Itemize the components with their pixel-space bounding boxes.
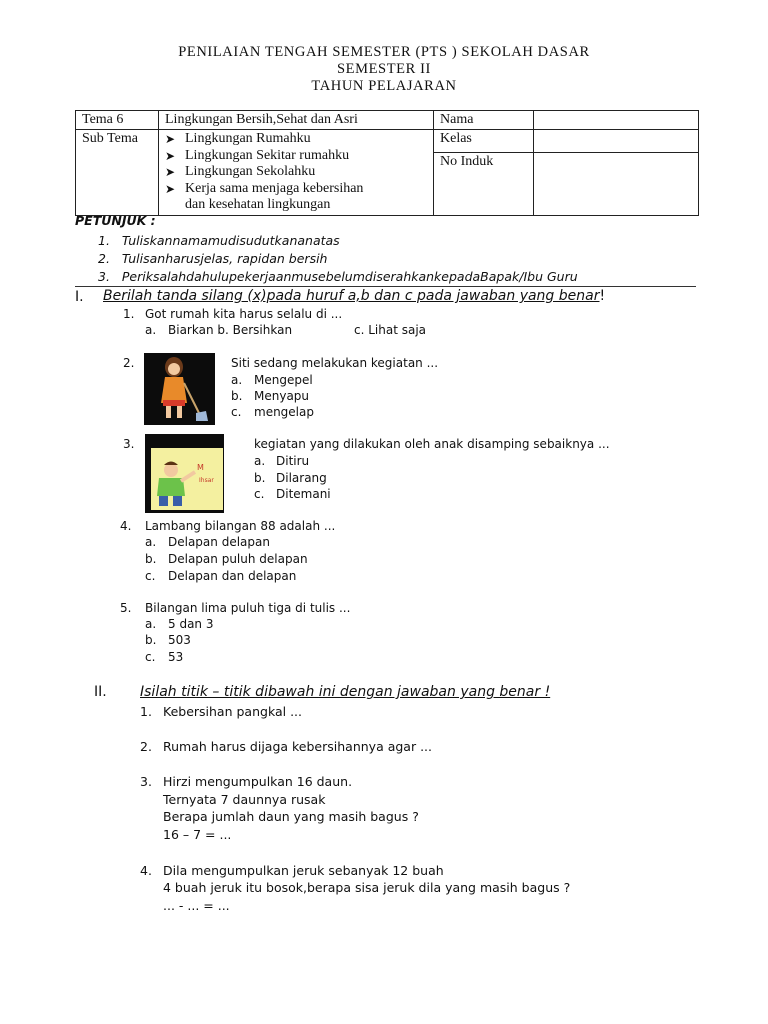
option-text: 503: [168, 633, 191, 647]
question-text: Got rumah kita harus selalu di ...: [145, 307, 343, 321]
option-label: b.: [145, 633, 157, 647]
question-text: Bilangan lima puluh tiga di tulis ...: [145, 601, 351, 615]
subtema-item: ➤ Lingkungan Sekolahku: [165, 164, 316, 179]
info-table: [75, 110, 699, 216]
question-text: Hirzi mengumpulkan 16 daun.: [163, 774, 353, 789]
arrow-bullet-icon: ➤: [165, 181, 176, 196]
arrow-bullet-icon: ➤: [165, 165, 176, 179]
option-label: a.: [254, 454, 266, 468]
petunjuk-item: 1. Tuliskannamamudisudutkananatas: [98, 233, 340, 248]
option-label: a.: [231, 373, 243, 387]
nama-label: Nama: [434, 111, 534, 130]
girl-sweeping-icon: [144, 353, 215, 425]
option-label: b.: [145, 552, 157, 566]
option-text: Ditiru: [276, 454, 310, 468]
boy-writing-icon: [145, 434, 224, 513]
kelas-field[interactable]: [534, 130, 699, 153]
girl-sweeping-image: [144, 353, 215, 425]
question-number: 1.: [140, 704, 152, 719]
svg-text:M: M: [197, 463, 204, 472]
petunjuk-item: 2. Tulisanharusjelas, rapidan bersih: [98, 251, 328, 266]
nama-field[interactable]: [534, 111, 699, 130]
option-label: a.: [145, 617, 157, 631]
tema-label: Tema 6: [76, 111, 159, 130]
noinduk-label: No Induk: [434, 152, 534, 215]
option-text: 53: [168, 650, 184, 664]
question-number: 3.: [123, 437, 135, 451]
exam-semester: SEMESTER II: [336, 61, 431, 77]
petunjuk-title: PETUNJUK :: [75, 213, 156, 228]
option-label: c.: [231, 405, 242, 419]
option-text: Delapan delapan: [168, 535, 270, 549]
option-label: c.: [254, 487, 265, 501]
option-label: a.: [145, 535, 157, 549]
question-text: Kebersihan pangkal ...: [163, 704, 302, 719]
question-text: 16 – 7 = ...: [163, 827, 232, 842]
question-text: Ternyata 7 daunnya rusak: [163, 792, 326, 807]
question-number: 5.: [120, 601, 132, 615]
option-text: Menyapu: [254, 389, 310, 403]
section2-number: II.: [94, 684, 107, 700]
option-label: c.: [145, 569, 156, 583]
option-text: Dilarang: [276, 471, 327, 485]
option-text: Biarkan b. Bersihkan: [168, 323, 293, 337]
option-text: mengelap: [254, 405, 314, 419]
question-number: 3.: [140, 774, 152, 789]
option-text: Delapan dan delapan: [168, 569, 297, 583]
question-number: 2.: [140, 739, 152, 754]
option-text: Ditemani: [276, 487, 331, 501]
subtema-item-continued: dan kesehatan lingkungan: [185, 197, 331, 212]
question-text: Siti sedang melakukan kegiatan ...: [231, 356, 439, 370]
option-label: b.: [231, 389, 243, 403]
boy-writing-image: [145, 434, 224, 513]
subtema-list: [159, 130, 434, 216]
question-number: 1.: [123, 307, 135, 321]
question-text: Rumah harus dijaga kebersihannya agar ...: [163, 739, 432, 754]
section-divider: [75, 286, 696, 287]
question-text: ... - ... = ...: [163, 898, 230, 913]
question-number: 4.: [120, 519, 132, 533]
noinduk-field[interactable]: [534, 152, 699, 215]
exam-title: PENILAIAN TENGAH SEMESTER (PTS ) SEKOLAH DASAR: [178, 44, 590, 60]
tema-value: Lingkungan Bersih,Sehat dan Asri: [159, 111, 434, 130]
option-text: Delapan puluh delapan: [168, 552, 308, 566]
question-text: kegiatan yang dilakukan oleh anak disamping sebaiknya ...: [254, 437, 610, 451]
option-label: b.: [254, 471, 266, 485]
subtema-item: ➤ Lingkungan Sekitar rumahku: [165, 147, 350, 163]
option-text: 5 dan 3: [168, 617, 214, 631]
section2-title: Isilah titik – titik dibawah ini dengan jawaban yang benar !: [140, 684, 551, 700]
question-text: 4 buah jeruk itu bosok,berapa sisa jeruk dila yang masih bagus ?: [163, 880, 571, 895]
svg-text:Ihsar: Ihsar: [199, 477, 214, 484]
question-text: Dila mengumpulkan jeruk sebanyak 12 buah: [163, 863, 444, 878]
arrow-bullet-icon: ➤: [165, 132, 176, 146]
section1-title: Berilah tanda silang (x)pada huruf a,b dan c pada jawaban yang benar!: [103, 288, 606, 304]
kelas-label: Kelas: [434, 130, 534, 153]
arrow-bullet-icon: ➤: [165, 148, 176, 163]
question-number: 4.: [140, 863, 152, 878]
section1-number: I.: [75, 289, 84, 305]
question-text: Lambang bilangan 88 adalah ...: [145, 519, 336, 533]
subtema-item: ➤ Lingkungan Rumahku: [165, 131, 311, 146]
question-text: Berapa jumlah daun yang masih bagus ?: [163, 809, 419, 824]
exam-year: TAHUN PELAJARAN: [311, 78, 457, 94]
subtema-item: ➤ Kerja sama menjaga kebersihan: [165, 180, 364, 196]
subtema-label: Sub Tema: [76, 130, 159, 216]
option-label: c.: [145, 650, 156, 664]
option-text: c. Lihat saja: [354, 323, 427, 337]
question-number: 2.: [123, 356, 135, 370]
option-text: Mengepel: [254, 373, 313, 387]
petunjuk-item: 3. PeriksalahdahulupekerjaanmusebelumdiserahkankepadaBapak/Ibu Guru: [98, 269, 578, 284]
option-label: a.: [145, 323, 157, 337]
